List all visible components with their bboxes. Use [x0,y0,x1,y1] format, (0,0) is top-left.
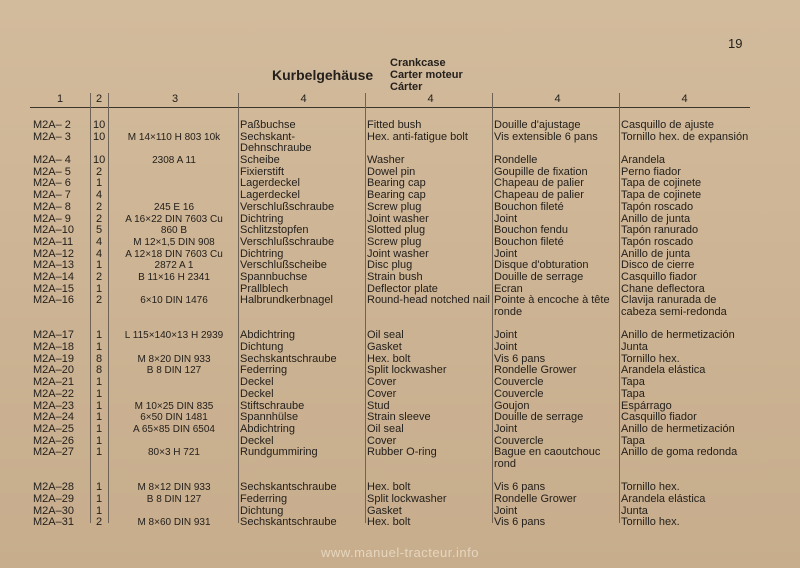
description-german: Abdichtring [240,422,296,435]
part-number: M2A–30 [33,504,74,517]
part-number: M2A–14 [33,270,74,283]
description-french: Joint [494,504,518,517]
description-french: Pointe à encoche à tête ronde [494,294,610,319]
norm-designation: A 65×85 DIN 6504 [132,423,215,435]
description-english: Hex. bolt [367,516,411,529]
norm-designation: M 8×20 DIN 933 [137,353,211,365]
watermark: www.manuel-tracteur.info [321,545,479,560]
part-number: M2A– 5 [33,165,71,178]
norm-designation: A 12×18 DIN 7603 Cu [125,248,223,260]
title-french: Carter moteur [390,69,463,81]
quantity: 10 [93,130,106,143]
description-english: Cover [367,387,397,400]
description-german: Federring [240,364,288,377]
part-number: M2A– 2 [33,119,71,131]
description-german: Paßbuchse [240,119,296,131]
norm-designation: M 12×1,5 DIN 908 [133,236,215,248]
description-german: Verschlußscheibe [240,259,327,272]
description-english: Strain bush [367,270,423,283]
description-german: Verschlußschraube [240,235,335,248]
quantity: 1 [95,177,103,190]
title-english: Crankcase [390,57,446,69]
part-number: M2A–19 [33,352,74,365]
description-spanish: Casquillo fiador [621,270,697,283]
description-english: Washer [367,154,405,167]
quantity: 4 [95,235,103,248]
table-row [0,202,800,214]
description-spanish: Arandela [621,154,666,167]
description-english: Strain sleeve [367,411,431,424]
parts-table-body [0,120,800,529]
description-french: Couvercle [494,387,544,400]
description-french: Couvercle [494,434,544,447]
part-number: M2A– 9 [33,212,71,225]
part-number: M2A– 7 [33,189,71,202]
description-spanish: Clavija ranurada de cabeza semi-redonda [621,294,727,319]
table-row [0,517,800,529]
description-german: Spannhülse [240,411,299,424]
quantity: 2 [95,200,103,213]
description-german: Rundgummiring [240,446,318,459]
part-number: M2A–13 [33,259,74,272]
description-french: Bouchon fileté [494,200,564,213]
description-spanish: Chane deflectora [621,282,705,295]
part-number: M2A– 6 [33,177,71,190]
quantity: 1 [95,399,103,412]
description-spanish: Casquillo de ajuste [621,119,714,131]
description-spanish: Tornillo hex. [621,481,680,494]
description-german: Sechskantschraube [240,516,337,529]
description-english: Joint washer [367,212,429,225]
quantity: 1 [95,387,103,400]
quantity: 1 [95,504,103,517]
column-header-row [30,93,750,108]
column-header: 4 [427,93,434,105]
description-spanish: Tapón ranurado [621,224,699,237]
table-row [0,494,800,506]
part-number: M2A–17 [33,329,74,342]
description-english: Bearing cap [367,177,426,190]
description-french: Chapeau de palier [494,189,584,202]
description-german: Fixierstift [240,165,284,178]
norm-designation: M 8×60 DIN 931 [137,517,211,529]
description-german: Verschlußschraube [240,200,335,213]
description-english: Stud [367,399,390,412]
title-german: Kurbelgehäuse [272,67,374,83]
description-english: Split lockwasher [367,364,447,377]
part-number: M2A–12 [33,247,74,260]
table-row [0,120,800,132]
norm-designation: 2872 A 1 [154,260,194,272]
description-french: Douille d'ajustage [494,119,581,131]
table-row [0,365,800,377]
description-french: Disque d'obturation [494,259,589,272]
description-french: Vis 6 pans [494,481,546,494]
description-english: Gasket [367,341,402,354]
description-german: Stiftschraube [240,399,305,412]
column-header: 4 [554,93,561,105]
description-french: Douille de serrage [494,270,584,283]
description-spanish: Tapa [621,387,645,400]
description-english: Oil seal [367,329,404,342]
description-french: Bouchon fileté [494,235,564,248]
description-spanish: Disco de cierre [621,259,695,272]
title-spanish: Cárter [390,81,423,93]
description-german: Dichtung [240,341,284,354]
description-english: Dowel pin [367,165,416,178]
description-spanish: Perno fiador [621,165,681,178]
description-german: Deckel [240,376,274,389]
description-french: Joint [494,341,518,354]
description-french: Rondelle Grower [494,493,577,506]
part-number: M2A– 4 [33,154,71,167]
quantity: 1 [95,481,103,494]
quantity: 10 [93,119,106,131]
part-number: M2A–28 [33,481,74,494]
part-number: M2A–27 [33,446,74,459]
description-french: Goupille de fixation [494,165,588,178]
description-french: Vis 6 pans [494,352,546,365]
description-french: Goujon [494,399,530,412]
description-spanish: Junta [621,341,648,354]
quantity: 2 [95,212,103,225]
part-number: M2A–16 [33,294,74,307]
quantity: 1 [95,376,103,389]
description-spanish: Tornillo hex. [621,516,680,529]
part-number: M2A–25 [33,422,74,435]
description-spanish: Anillo de junta [621,247,691,260]
table-row [0,155,800,167]
description-german: Dichtring [240,247,284,260]
description-english: Slotted plug [367,224,426,237]
quantity: 2 [95,270,103,283]
part-number: M2A–29 [33,493,74,506]
description-spanish: Arandela elástica [621,364,706,377]
description-english: Gasket [367,504,402,517]
part-number: M2A–26 [33,434,74,447]
description-english: Rubber O-ring [367,446,437,459]
quantity: 1 [95,341,103,354]
description-english: Disc plug [367,259,413,272]
description-german: Deckel [240,387,274,400]
table-row [0,132,800,155]
norm-designation: A 16×22 DIN 7603 Cu [125,213,223,225]
description-spanish: Tornillo hex. [621,352,680,365]
norm-designation: M 8×12 DIN 933 [137,482,211,494]
part-number: M2A–10 [33,224,74,237]
quantity: 2 [95,516,103,529]
table-row [0,389,800,401]
description-spanish: Tapa [621,434,645,447]
description-english: Hex. anti-fatigue bolt [367,130,468,143]
description-german: Deckel [240,434,274,447]
description-german: Sechskant- Dehnschraube [240,130,312,155]
description-german: Sechskantschraube [240,481,337,494]
table-row [0,272,800,284]
description-spanish: Casquillo fiador [621,411,697,424]
description-french: Bague en caoutchouc rond [494,446,601,470]
description-french: Rondelle [494,154,538,167]
quantity: 1 [95,434,103,447]
quantity: 1 [95,259,103,272]
norm-designation: 2308 A 11 [152,155,196,167]
description-english: Bearing cap [367,189,426,202]
norm-designation: L 115×140×13 H 2939 [124,330,224,342]
description-spanish: Tapa de cojinete [621,177,702,190]
description-english: Cover [367,434,397,447]
description-french: Joint [494,247,518,260]
description-french: Joint [494,212,518,225]
description-spanish: Arandela elástica [621,493,706,506]
description-spanish: Tapa [621,376,645,389]
quantity: 1 [95,493,103,506]
description-french: Vis 6 pans [494,516,546,529]
description-german: Halbrundkerbnagel [240,294,333,307]
description-english: Joint washer [367,247,429,260]
table-row [0,377,800,389]
description-french: Ecran [494,282,523,295]
table-row [0,424,800,436]
quantity: 4 [95,189,103,202]
norm-designation: B 8 DIN 127 [146,494,202,506]
part-number: M2A–21 [33,376,74,389]
description-german: Lagerdeckel [240,177,300,190]
description-german: Scheibe [240,154,280,167]
quantity: 1 [95,411,103,424]
part-number: M2A–22 [33,387,74,400]
description-english: Cover [367,376,397,389]
description-spanish: Tapa de cojinete [621,189,702,202]
part-number: M2A–23 [33,399,74,412]
part-number: M2A– 3 [33,130,71,143]
description-english: Hex. bolt [367,481,411,494]
column-header: 4 [681,93,688,105]
description-spanish: Anillo de hermetización [621,422,735,435]
quantity: 8 [95,352,103,365]
description-spanish: Anillo de goma redonda [621,446,738,459]
column-header: 1 [56,93,64,105]
description-german: Spannbuchse [240,270,308,283]
quantity: 1 [95,282,103,295]
description-english: Round-head notched nail [367,294,490,307]
part-number: M2A–24 [33,411,74,424]
description-german: Schlitzstopfen [240,224,309,237]
description-english: Deflector plate [367,282,438,295]
description-spanish: Anillo de hermetización [621,329,735,342]
column-header: 4 [300,93,307,105]
norm-designation: 6×50 DIN 1481 [140,412,208,424]
part-number: M2A–20 [33,364,74,377]
norm-designation: M 14×110 H 803 10k [127,131,221,143]
quantity: 4 [95,247,103,260]
description-spanish: Tornillo hex. de expansión [621,130,749,143]
norm-designation: B 8 DIN 127 [146,365,202,377]
column-header: 3 [171,93,179,105]
quantity: 2 [95,294,103,307]
part-number: M2A–11 [33,235,74,248]
table-row [0,447,800,470]
table-row [0,295,800,318]
norm-designation: 860 B [160,225,188,237]
norm-designation: 80×3 H 721 [148,447,200,459]
description-french: Chapeau de palier [494,177,584,190]
part-number: M2A–18 [33,341,74,354]
title-translations [390,57,463,93]
description-spanish: Anillo de junta [621,212,691,225]
description-spanish: Junta [621,504,648,517]
description-english: Hex. bolt [367,352,411,365]
column-header: 2 [95,93,103,105]
part-number: M2A– 8 [33,200,71,213]
description-spanish: Tapón roscado [621,200,694,213]
quantity: 10 [93,154,106,167]
description-spanish: Tapón roscado [621,235,694,248]
description-german: Dichtring [240,212,284,225]
description-german: Sechskantschraube [240,352,337,365]
description-german: Lagerdeckel [240,189,300,202]
quantity: 1 [95,329,103,342]
description-english: Split lockwasher [367,493,447,506]
norm-designation: M 10×25 DIN 835 [134,400,214,412]
description-english: Fitted bush [367,119,422,131]
quantity: 1 [95,446,103,459]
description-german: Abdichtring [240,329,296,342]
page-number: 19 [728,36,743,51]
description-french: Joint [494,422,518,435]
description-french: Rondelle Grower [494,364,577,377]
quantity: 1 [95,422,103,435]
description-french: Couvercle [494,376,544,389]
description-german: Dichtung [240,504,284,517]
description-french: Douille de serrage [494,411,584,424]
description-english: Screw plug [367,235,422,248]
quantity: 8 [95,364,103,377]
description-english: Oil seal [367,422,404,435]
description-french: Bouchon fendu [494,224,569,237]
description-french: Vis extensible 6 pans [494,130,598,143]
description-german: Prallblech [240,282,289,295]
quantity: 5 [95,224,103,237]
norm-designation: 245 E 16 [153,201,195,213]
description-english: Screw plug [367,200,422,213]
norm-designation: B 11×16 H 2341 [138,271,210,283]
description-spanish: Espárrago [621,399,672,412]
table-row [0,237,800,249]
part-number: M2A–15 [33,282,74,295]
description-german: Federring [240,493,288,506]
norm-designation: 6×10 DIN 1476 [140,295,208,307]
description-french: Joint [494,329,518,342]
quantity: 2 [95,165,103,178]
part-number: M2A–31 [33,516,74,529]
